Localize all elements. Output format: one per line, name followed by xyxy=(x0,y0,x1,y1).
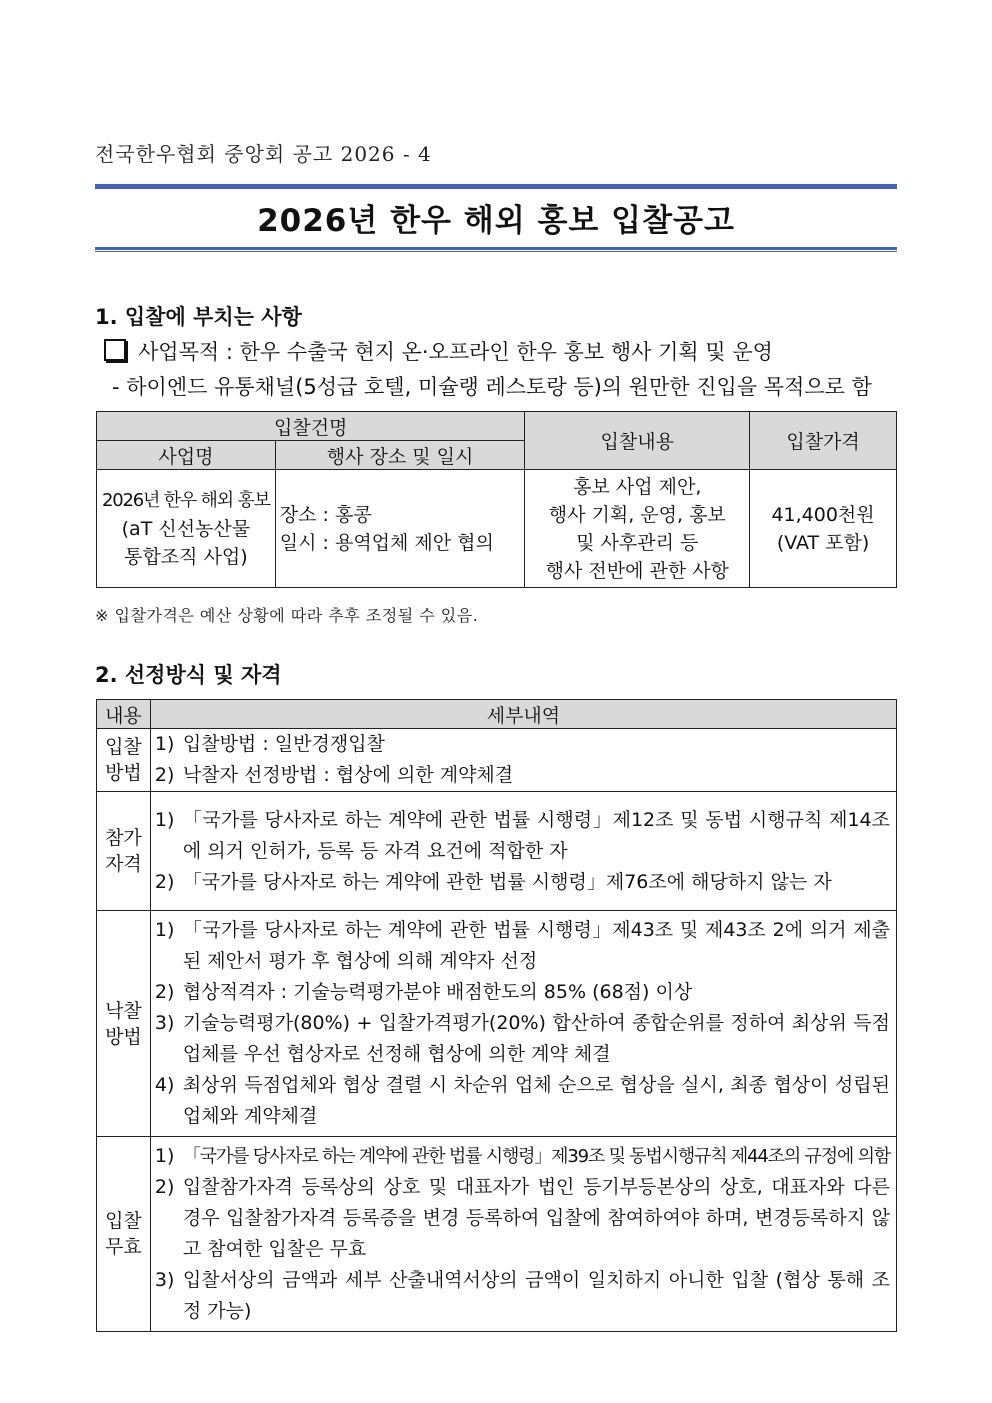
cell-bid-price: 41,400천원 (VAT 포함) xyxy=(750,470,897,588)
list-item: 1) 「국가를 당사자로 하는 계약에 관한 법률 시행령」제43조 및 제43조 2에 의거 제출된 제안서 평가 후 협상에 의해 계약자 선정 xyxy=(154,919,890,972)
list-item: 1) 「국가를 당사자로 하는 계약에 관한 법률 시행령」제39조 및 동법시행규칙 제44조의 규정에 의함 xyxy=(154,1145,890,1167)
header-event-place-date: 행사 장소 및 일시 xyxy=(275,441,525,470)
list-item: 1) 「국가를 당사자로 하는 계약에 관한 법률 시행령」제12조 및 동법 시행규칙 제14조에 의거 인허가, 등록 등 자격 요건에 적합한 자 xyxy=(154,808,890,862)
row-award-method-label: 낙찰 방법 xyxy=(97,911,151,1137)
list-item: 2) 입찰참가자격 등록상의 상호 및 대표자가 법인 등기부등본상의 상호, 대표자와 다른 경우 입찰참가자격 등록증을 변경 등록하여 입찰에 참여하여야 하며, 변경등록하지 않고 참여한 입찰은 무효 xyxy=(154,1176,890,1260)
header-content: 내용 xyxy=(97,700,151,729)
purpose-sub-line: - 하이엔드 유통채널(5성급 호텔, 미슐랭 레스토랑 등)의 원만한 진입을 목적으로 함 xyxy=(112,375,872,399)
list-item: 2) 「국가를 당사자로 하는 계약에 관한 법률 시행령」제76조에 해당하지 않는 자 xyxy=(154,870,832,893)
list-item: 3) 기술능력평가(80%) + 입찰가격평가(20%) 합산하여 종합순위를 정하여 최상위 득점업체를 우선 협상자로 선정해 협상에 의한 계약 체결 xyxy=(154,1012,890,1065)
section-2-heading: 2. 선정방식 및 자격 xyxy=(95,663,282,687)
notice-number: 전국한우협회 중앙회 공고 2026 - 4 xyxy=(95,142,432,166)
row-bid-method-label: 입찰 방법 xyxy=(97,729,151,792)
header-detail: 세부내역 xyxy=(150,700,896,729)
price-note: ※ 입찰가격은 예산 상황에 따라 추후 조정될 수 있음. xyxy=(95,606,479,625)
title-bottom-rule-thin xyxy=(95,251,897,252)
cell-project-name: 2026년 한우 해외 홍보 (aT 신선농산물 통합조직 사업) xyxy=(97,470,276,588)
header-bid-content: 입찰내용 xyxy=(525,412,750,470)
row-qualification-label: 참가 자격 xyxy=(97,792,151,911)
header-project-name: 사업명 xyxy=(97,441,276,470)
list-item: 2) 협상적격자 : 기술능력평가분야 배점한도의 85% (68점) 이상 xyxy=(154,981,693,1003)
section-1-heading: 1. 입찰에 부치는 사항 xyxy=(95,305,302,329)
row-award-method-detail xyxy=(150,911,896,1137)
cell-bid-content: 홍보 사업 제안, 행사 기획, 운영, 홍보 및 사후관리 등 행사 전반에 관한 사항 xyxy=(525,470,750,588)
checkbox-icon xyxy=(104,339,126,361)
cell-event-place-date: 장소 : 홍콩 일시 : 용역업체 제안 협의 xyxy=(275,470,525,588)
title-top-rule xyxy=(95,184,897,189)
row-bid-method-detail xyxy=(150,729,896,792)
row-qualification-detail xyxy=(150,792,896,911)
document-title: 2026년 한우 해외 홍보 입찰공고 xyxy=(257,203,735,239)
list-item: 1) 입찰방법 : 일반경쟁입찰 xyxy=(154,733,385,755)
row-invalid-bid-detail xyxy=(150,1137,896,1332)
list-item: 4) 최상위 득점업체와 협상 결렬 시 차순위 업체 순으로 협상을 실시, 최종 협상이 성립된 업체와 계약체결 xyxy=(154,1074,890,1127)
row-invalid-bid-label: 입찰 무효 xyxy=(97,1137,151,1332)
list-item: 2) 낙찰자 선정방법 : 협상에 의한 계약체결 xyxy=(154,764,514,786)
header-bid-name: 입찰건명 xyxy=(97,412,525,441)
list-item: 3) 입찰서상의 금액과 세부 산출내역서상의 금액이 일치하지 아니한 입찰 (협상 통해 조정 가능) xyxy=(154,1269,890,1322)
purpose-line xyxy=(104,336,773,366)
header-bid-price: 입찰가격 xyxy=(750,412,897,470)
selection-table xyxy=(96,699,897,1332)
bid-items-table xyxy=(96,411,897,588)
title-bottom-rule xyxy=(95,247,897,250)
purpose-text: 사업목적 : 한우 수출국 현지 온·오프라인 한우 홍보 행사 기획 및 운영 xyxy=(138,340,773,364)
